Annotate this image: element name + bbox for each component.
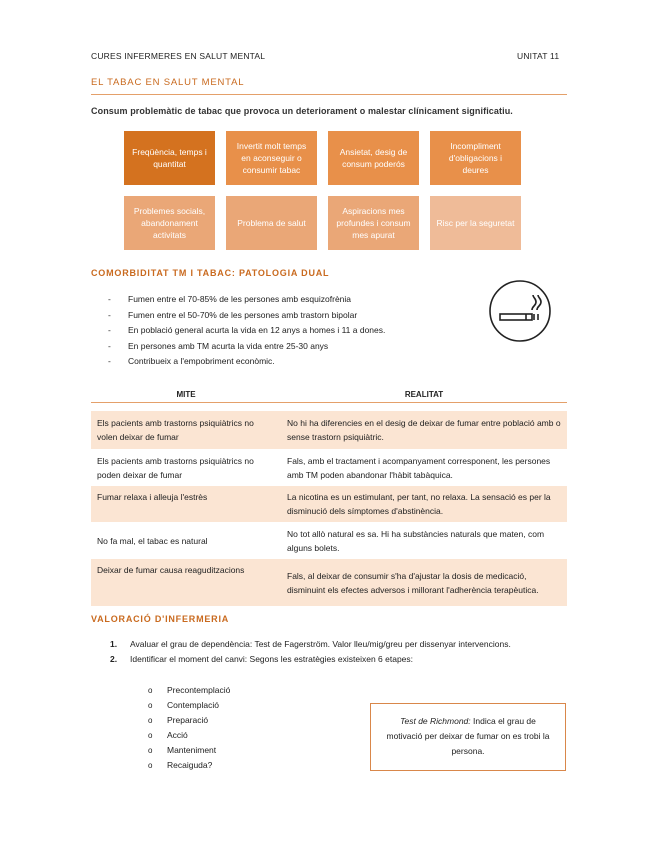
column-header-reality: REALITAT [404, 390, 444, 399]
table-row [91, 522, 567, 559]
comorbidity-list [108, 292, 385, 370]
criteria-box: Aspiracions mes profundes i consum mes apurat [328, 196, 419, 250]
criteria-box: Invertit molt temps en aconseguir o consumir tabac [226, 131, 317, 185]
list-item: o Preparació [148, 715, 209, 725]
table-row [91, 559, 567, 606]
list-item: 2. Identificar el moment del canvi: Segons les estratègies existeixen 6 etapes: [110, 654, 414, 664]
table-row [91, 449, 567, 486]
criteria-box: Incompliment d'obligacions i deures [430, 131, 521, 185]
criteria-box: Risc per la seguretat [430, 196, 521, 250]
nursing-title: VALORACIÓ D'INFERMERIA [91, 614, 230, 624]
myths-table [91, 390, 567, 606]
nursing-steps [110, 637, 550, 667]
reality-cell: Fals, amb el tractament i acompanyament corresponent, les persones amb TM poden abandonar l'hàbit tabàquica. [287, 455, 551, 480]
no-smoking-cigarette-icon [488, 279, 552, 343]
header-course-title: CURES INFERMERES EN SALUT MENTAL [91, 51, 266, 61]
list-item: - Fumen entre el 50-70% de les persones amb trastorn bipolar [108, 309, 358, 320]
reality-cell: La nicotina es un estimulant, per tant, no relaxa. La sensació es per la disminució dels símptomes d'abstinència. [287, 492, 551, 516]
myth-cell: Els pacients amb trastorns psiquiàtrics no poden deixar de fumar [97, 455, 254, 480]
note-text: Indica el grau de motivació per deixar de fumar on es trobi la persona. [386, 716, 550, 756]
criteria-box: Ansietat, desig de consum poderós [328, 131, 419, 185]
reality-cell: No hi ha diferencies en el desig de deixar de fumar entre població amb o sense trastorn psiquiàtric. [287, 418, 561, 442]
table-row [91, 411, 567, 449]
list-item: - En persones amb TM acurta la vida entre 25-30 anys [108, 340, 329, 351]
myth-cell: No fa mal, el tabac es natural [97, 535, 208, 546]
criteria-box: Problema de salut [226, 196, 317, 250]
criteria-box: Problemes socials, abandonament activitats [124, 196, 215, 250]
reality-cell: No tot allò natural es sa. Hi ha substàncies naturals que maten, com alguns bolets. [287, 528, 545, 553]
criteria-box: Freqüència, temps i quantitat [124, 131, 215, 185]
list-item: o Manteniment [148, 745, 217, 755]
richmond-test-note [370, 703, 566, 771]
list-item: - Contribueix a l'empobriment econòmic. [108, 356, 275, 366]
page-title: EL TABAC EN SALUT MENTAL [91, 77, 245, 88]
comorbidity-title: COMORBIDITAT TM I TABAC: PATOLOGIA DUAL [91, 268, 330, 278]
list-item: o Contemplació [148, 700, 219, 710]
table-row [91, 486, 567, 522]
list-item: 1. Avaluar el grau de dependència: Test de Fagerström. Valor lleu/mig/greu per dissenyar intervencions. [110, 639, 511, 649]
list-item: o Precontemplació [148, 685, 231, 695]
intro-text: Consum problemàtic de tabac que provoca un deteriorament o malestar clínicament significatiu. [91, 106, 513, 116]
list-item: - En població general acurta la vida en 12 anys a homes i 11 a dones. [108, 325, 386, 335]
header-unit: UNITAT 11 [517, 51, 560, 61]
note-title: Test de Richmond: [400, 716, 471, 726]
list-item: - Fumen entre el 70-85% de les persones amb esquizofrènia [108, 294, 352, 304]
column-header-myth: MITE [176, 390, 196, 399]
stages-list [148, 683, 230, 773]
table-header [91, 390, 567, 403]
myth-cell: Fumar relaxa i alleuja l'estrès [97, 492, 208, 502]
list-item: o Recaiguda? [148, 760, 213, 770]
myth-cell: Els pacients amb trastorns psiquiàtrics no volen deixar de fumar [97, 418, 254, 442]
list-item: o Acció [148, 730, 188, 740]
reality-cell: Fals, al deixar de consumir s'ha d'ajustar la dosis de medicació, disminuint els efectes adversos i millorant l'adherència terapèutica. [287, 570, 539, 595]
title-divider [91, 94, 567, 95]
myth-cell: Deixar de fumar causa reaguditzacions [97, 565, 245, 575]
